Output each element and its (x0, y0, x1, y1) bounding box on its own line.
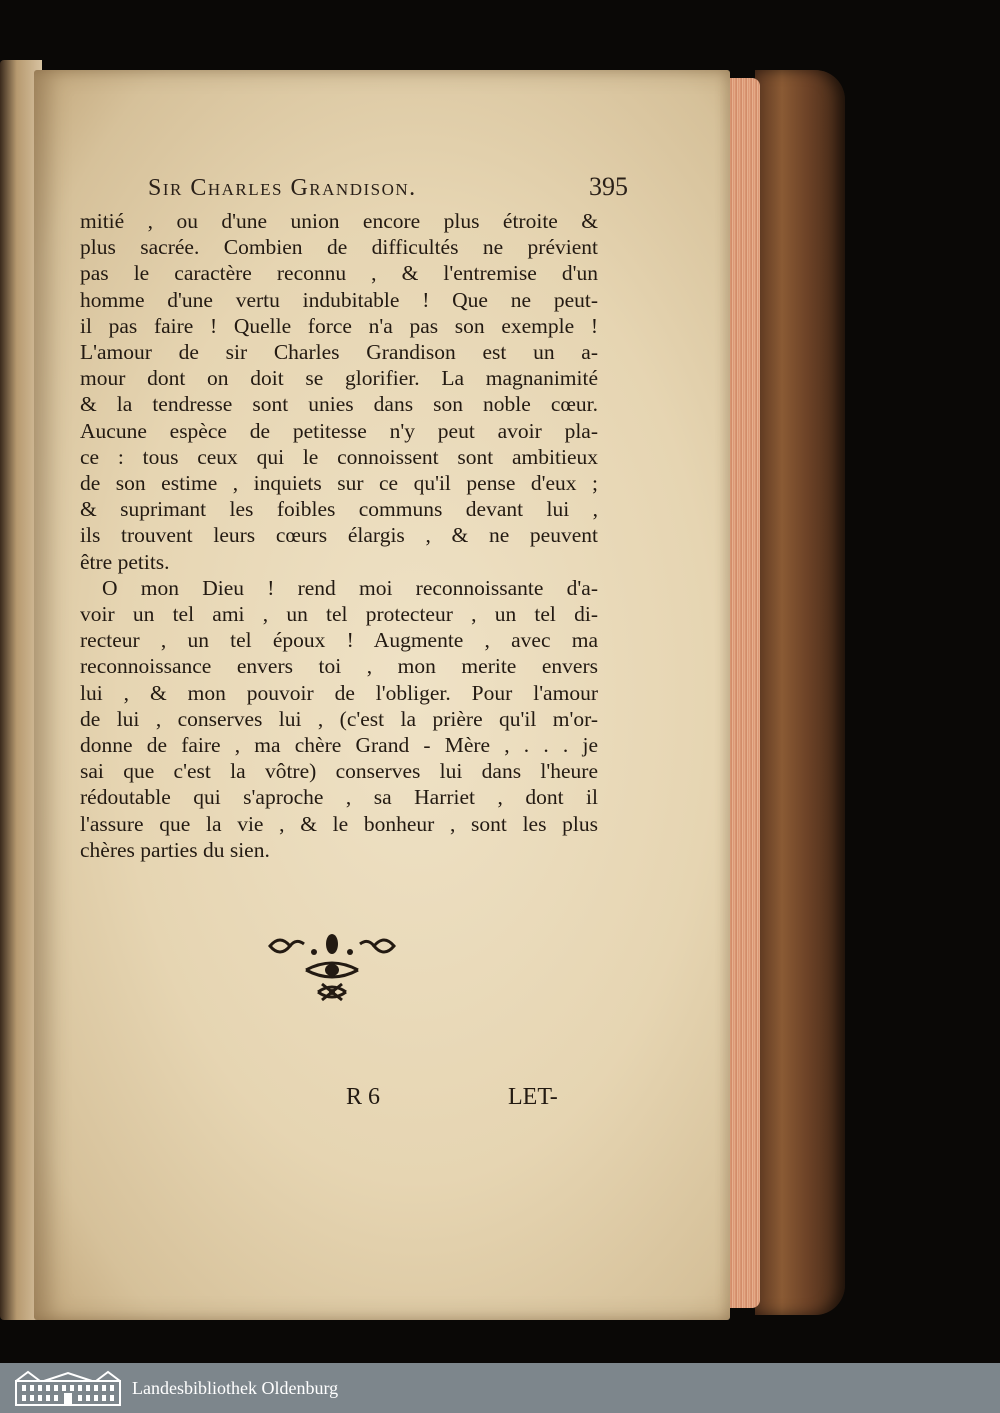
signature-mark: R 6 (346, 1084, 381, 1110)
text-line: & suprimant les foibles communs devant lui , (80, 497, 598, 522)
text-line: mour dont on doit se glorifier. La magnanimité (80, 366, 598, 391)
footer-bar (0, 1363, 1000, 1413)
page-number: 395 (589, 172, 628, 201)
text-line: homme d'une vertu indubitable ! Que ne peut- (80, 287, 598, 312)
text-line: recteur , un tel époux ! Augmente , avec ma (80, 628, 598, 653)
catchword: LET- (508, 1084, 558, 1110)
text-line: Aucune espèce de petitesse n'y peut avoir pla- (80, 418, 598, 443)
text-line: reconnoissance envers toi , mon merite envers (80, 654, 598, 679)
text-line: il pas faire ! Quelle force n'a pas son exemple ! (80, 313, 598, 338)
text-line: sai que c'est la vôtre) conserves lui dans l'heure (80, 759, 598, 784)
text-line: ils trouvent leurs cœurs élargis , & ne peuvent (80, 523, 598, 548)
text-line: l'assure que la vie , & le bonheur , sont les plus (80, 811, 598, 836)
book-cover-edge (755, 70, 845, 1315)
library-name: Landesbibliothek Oldenburg (132, 1377, 339, 1398)
running-title: Sir Charles Grandison. (148, 175, 417, 201)
text-line: ce : tous ceux qui le connoissent sont ambitieux (80, 444, 598, 469)
text-line: O mon Dieu ! rend moi reconnoissante d'a- (102, 575, 598, 600)
text-line: rédoutable qui s'aproche , sa Harriet , dont il (80, 785, 598, 810)
text-line: lui , & mon pouvoir de l'obliger. Pour l'amour (80, 680, 598, 705)
library-building-icon (14, 1369, 122, 1407)
printer-ornament (262, 930, 402, 1010)
text-line: voir un tel ami , un tel protecteur , un tel di- (80, 602, 598, 627)
page-header (148, 172, 628, 206)
text-line: donne de faire , ma chère Grand - Mère , . . . je (80, 733, 598, 758)
text-line: plus sacrée. Combien de difficultés ne prévient (80, 235, 598, 260)
body-text (80, 208, 598, 863)
text-line: L'amour de sir Charles Grandison est un a- (80, 340, 598, 365)
text-line: de son estime , inquiets sur ce qu'il pense d'eux ; (80, 471, 598, 496)
text-line: & la tendresse sont unies dans son noble cœur. (80, 392, 598, 417)
text-line: pas le caractère reconnu , & l'entremise d'un (80, 261, 598, 286)
text-line: être petits. (80, 549, 170, 574)
text-line: mitié , ou d'une union encore plus étroite & (80, 209, 598, 233)
text-line: chères parties du sien. (80, 837, 270, 862)
text-line: de lui , conserves lui , (c'est la prière qu'il m'or- (80, 706, 598, 731)
